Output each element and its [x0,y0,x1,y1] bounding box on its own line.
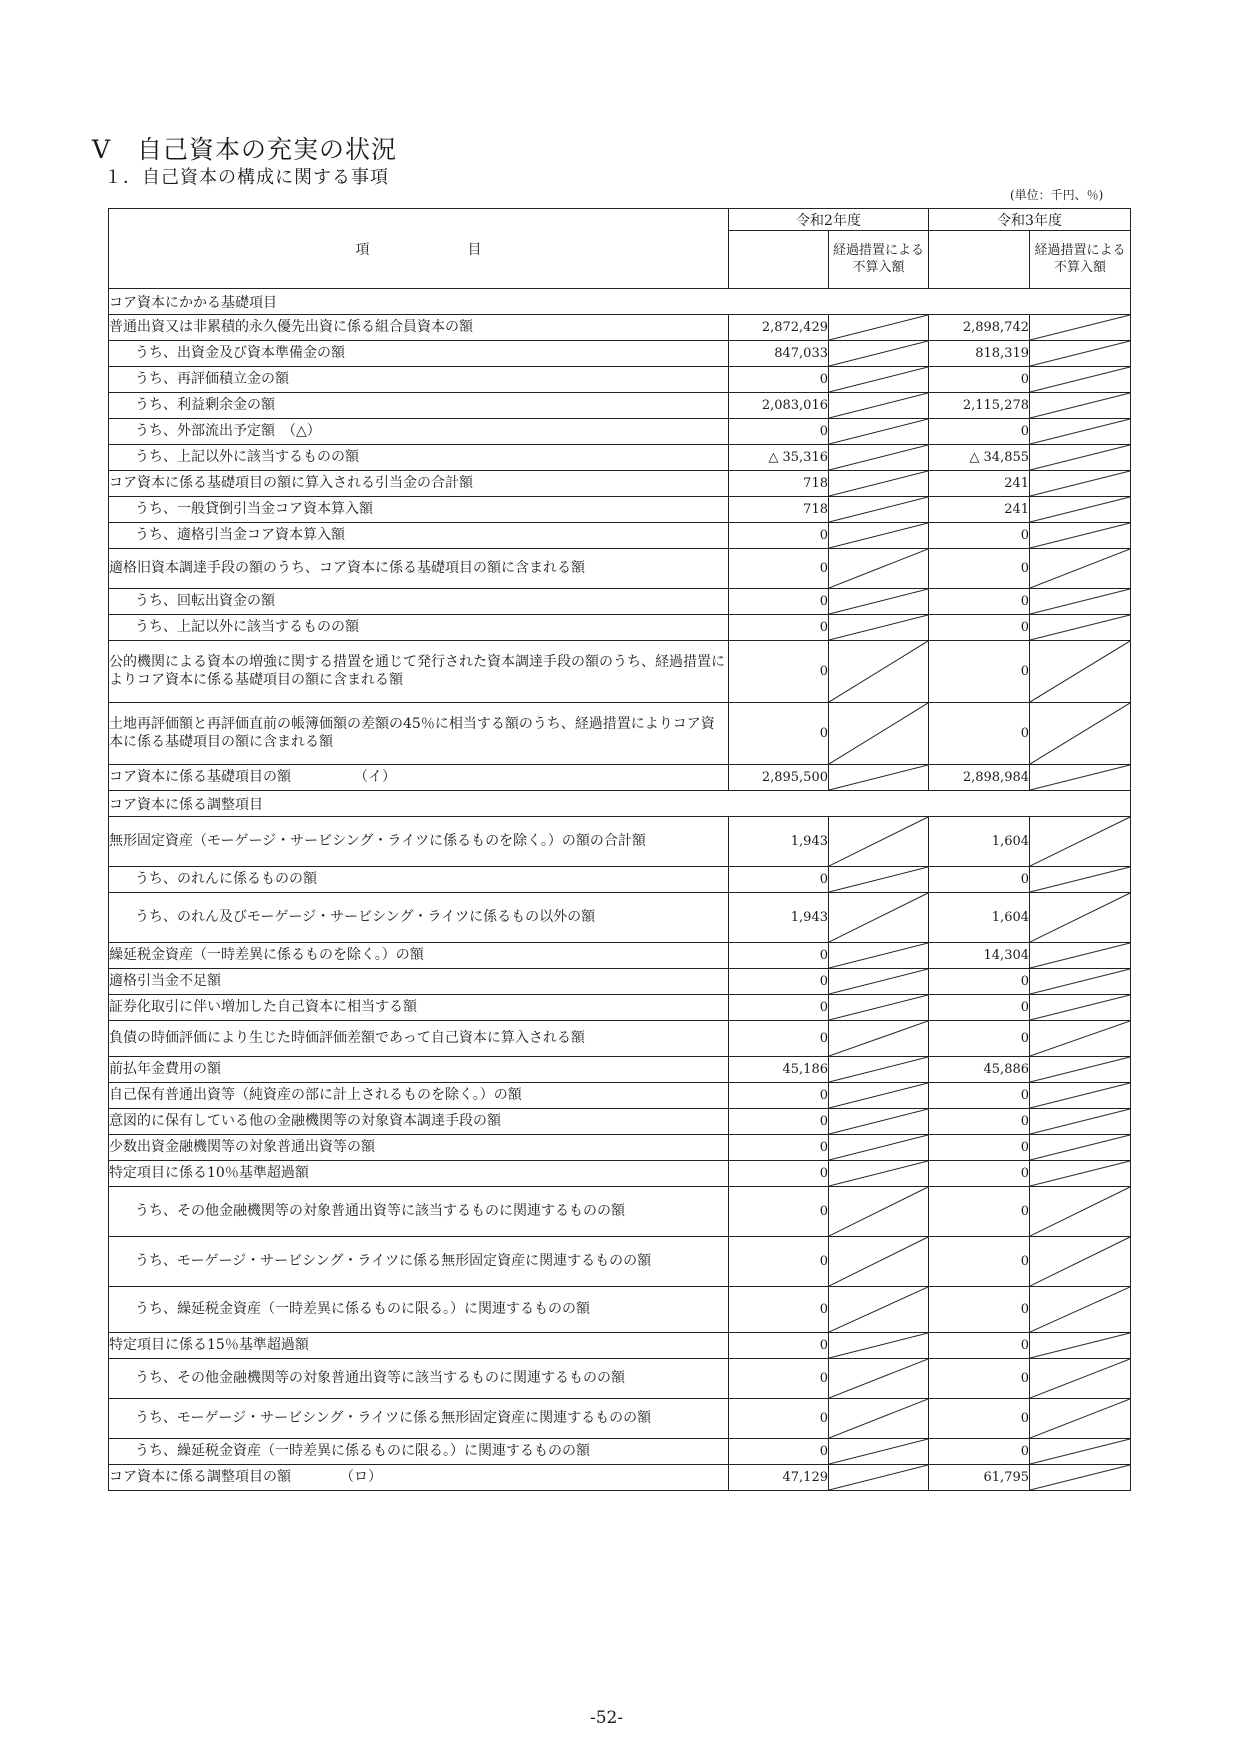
transitional-year2-empty [1030,549,1131,589]
table-row [109,445,1131,471]
value-year1: 1,943 [729,893,829,943]
value-year2: 0 [929,1237,1030,1287]
value-year2: 1,604 [929,893,1030,943]
value-year2: 0 [929,1287,1030,1333]
transitional-year2-empty [1030,1359,1131,1399]
value-year1: 0 [729,1333,829,1359]
table-row [109,367,1131,393]
value-year1: 0 [729,549,829,589]
row-label: 特定項目に係る10％基準超過額 [109,1161,729,1187]
table-row [109,703,1131,765]
transitional-year2-empty [1030,497,1131,523]
value-year1: 0 [729,1359,829,1399]
table-row [109,641,1131,703]
transitional-year1-empty [829,1465,929,1491]
table-row [109,419,1131,445]
value-year1: 847,033 [729,341,829,367]
row-label: うち、上記以外に該当するものの額 [109,615,729,641]
transitional-year1-empty [829,549,929,589]
value-year2: 0 [929,969,1030,995]
transitional-year1-empty [829,589,929,615]
transitional-year2-empty [1030,1057,1131,1083]
value-year2: 14,304 [929,943,1030,969]
transitional-year1-empty [829,943,929,969]
transitional-year2-empty [1030,1021,1131,1057]
value-year1: 0 [729,1109,829,1135]
transitional-year2-empty [1030,969,1131,995]
table-row [109,497,1131,523]
transitional-year2-empty [1030,867,1131,893]
transitional-year1-empty [829,1057,929,1083]
transitional-year1-empty [829,969,929,995]
table-row [109,523,1131,549]
value-year2: 0 [929,523,1030,549]
table-row [109,1109,1131,1135]
row-label: 負債の時価評価により生じた時価評価差額であって自己資本に算入される額 [109,1021,729,1057]
transitional-year1-empty [829,1083,929,1109]
transitional-year2-empty [1030,943,1131,969]
row-label: 無形固定資産（モーゲージ・サービシング・ライツに係るものを除く。）の額の合計額 [109,817,729,867]
value-year1: 0 [729,1287,829,1333]
table-row [109,1057,1131,1083]
transitional-year2-empty [1030,641,1131,703]
transitional-year1-empty [829,315,929,341]
value-year1: 0 [729,1439,829,1465]
header-item: 項 目 [109,209,729,289]
transitional-year1-empty [829,497,929,523]
value-year1: 0 [729,943,829,969]
value-year1: 0 [729,703,829,765]
transitional-year1-empty [829,341,929,367]
value-year1: 0 [729,589,829,615]
transitional-year2-empty [1030,1439,1131,1465]
header-year2: 令和3年度 [929,209,1131,231]
row-label: コア資本に係る調整項目の額 （ロ） [109,1465,729,1491]
row-label: うち、その他金融機関等の対象普通出資等に該当するものに関連するものの額 [109,1359,729,1399]
sub-heading: １．自己資本の構成に関する事項 [104,167,389,188]
value-year2: 0 [929,419,1030,445]
table-row [109,1359,1131,1399]
value-year1: 0 [729,523,829,549]
transitional-year1-empty [829,445,929,471]
value-year2: 0 [929,615,1030,641]
row-label: うち、回転出資金の額 [109,589,729,615]
transitional-year2-empty [1030,1109,1131,1135]
value-year1: 47,129 [729,1465,829,1491]
row-label: うち、その他金融機関等の対象普通出資等に該当するものに関連するものの額 [109,1187,729,1237]
transitional-year2-empty [1030,1333,1131,1359]
table-row [109,1135,1131,1161]
transitional-year1-empty [829,817,929,867]
transitional-year1-empty [829,1135,929,1161]
value-year2: 0 [929,1359,1030,1399]
transitional-year1-empty [829,419,929,445]
row-label: うち、利益剰余金の額 [109,393,729,419]
transitional-year2-empty [1030,1161,1131,1187]
table-row [109,615,1131,641]
header-year2-transitional: 経過措置による不算入額 [1030,231,1131,289]
row-label: うち、繰延税金資産（一時差異に係るものに限る。）に関連するものの額 [109,1287,729,1333]
row-label: コア資本に係る基礎項目の額に算入される引当金の合計額 [109,471,729,497]
transitional-year1-empty [829,893,929,943]
row-label: うち、モーゲージ・サービシング・ライツに係る無形固定資産に関連するものの額 [109,1399,729,1439]
value-year1: 0 [729,1135,829,1161]
transitional-year2-empty [1030,445,1131,471]
header-year1: 令和2年度 [729,209,929,231]
row-label: 意図的に保有している他の金融機関等の対象資本調達手段の額 [109,1109,729,1135]
table-row [109,1465,1131,1491]
value-year2: 0 [929,1109,1030,1135]
row-label: うち、モーゲージ・サービシング・ライツに係る無形固定資産に関連するものの額 [109,1237,729,1287]
value-year1: 0 [729,1399,829,1439]
transitional-year1-empty [829,641,929,703]
transitional-year2-empty [1030,1237,1131,1287]
value-year2: 0 [929,367,1030,393]
transitional-year2-empty [1030,523,1131,549]
transitional-year1-empty [829,1399,929,1439]
row-label: うち、外部流出予定額 （△） [109,419,729,445]
transitional-year2-empty [1030,367,1131,393]
row-label: うち、再評価積立金の額 [109,367,729,393]
value-year2: 0 [929,1135,1030,1161]
value-year2: 0 [929,1083,1030,1109]
table-row [109,969,1131,995]
row-label: 適格引当金不足額 [109,969,729,995]
value-year2: 0 [929,995,1030,1021]
row-label: 普通出資又は非累積的永久優先出資に係る組合員資本の額 [109,315,729,341]
transitional-year2-empty [1030,765,1131,791]
value-year2: 45,886 [929,1057,1030,1083]
row-label: うち、出資金及び資本準備金の額 [109,341,729,367]
table-row [109,1021,1131,1057]
header-year1-transitional: 経過措置による不算入額 [829,231,929,289]
value-year1: 0 [729,1237,829,1287]
table-row [109,1287,1131,1333]
value-year1: 0 [729,615,829,641]
table-row [109,943,1131,969]
value-year1: 718 [729,497,829,523]
transitional-year1-empty [829,1161,929,1187]
table-row [109,589,1131,615]
value-year2: 0 [929,867,1030,893]
transitional-year1-empty [829,1109,929,1135]
row-label: 公的機関による資本の増強に関する措置を通じて発行された資本調達手段の額のうち、経過措置によりコア資本に係る基礎項目の額に含まれる額 [109,641,729,703]
value-year1: 1,943 [729,817,829,867]
value-year2: 1,604 [929,817,1030,867]
value-year1: 0 [729,1161,829,1187]
row-label: 特定項目に係る15％基準超過額 [109,1333,729,1359]
value-year2: 241 [929,471,1030,497]
transitional-year2-empty [1030,1399,1131,1439]
row-label: 繰延税金資産（一時差異に係るものを除く。）の額 [109,943,729,969]
row-label: うち、上記以外に該当するものの額 [109,445,729,471]
transitional-year2-empty [1030,419,1131,445]
value-year2: 0 [929,1439,1030,1465]
transitional-year1-empty [829,867,929,893]
row-label: 自己保有普通出資等（純資産の部に計上されるものを除く。）の額 [109,1083,729,1109]
transitional-year2-empty [1030,1135,1131,1161]
value-year2: 0 [929,1161,1030,1187]
value-year2: 0 [929,589,1030,615]
transitional-year2-empty [1030,703,1131,765]
table-row [109,995,1131,1021]
transitional-year1-empty [829,393,929,419]
transitional-year1-empty [829,765,929,791]
page-number: -52- [590,1708,624,1728]
table-row [109,549,1131,589]
transitional-year1-empty [829,523,929,549]
transitional-year1-empty [829,1021,929,1057]
transitional-year2-empty [1030,315,1131,341]
section-core-base: コア資本にかかる基礎項目 [109,289,1131,315]
row-label: 少数出資金融機関等の対象普通出資等の額 [109,1135,729,1161]
value-year2: 0 [929,549,1030,589]
value-year1: 0 [729,367,829,393]
transitional-year1-empty [829,1187,929,1237]
value-year1: 0 [729,1187,829,1237]
value-year1: 0 [729,1021,829,1057]
transitional-year1-empty [829,1439,929,1465]
transitional-year1-empty [829,703,929,765]
value-year1: 0 [729,419,829,445]
value-year1: 718 [729,471,829,497]
transitional-year2-empty [1030,1465,1131,1491]
transitional-year2-empty [1030,471,1131,497]
header-year2-amount [929,231,1030,289]
transitional-year2-empty [1030,589,1131,615]
value-year2: 2,898,742 [929,315,1030,341]
table-row [109,893,1131,943]
transitional-year2-empty [1030,817,1131,867]
transitional-year2-empty [1030,1287,1131,1333]
table-row [109,1237,1131,1287]
value-year2: 2,898,984 [929,765,1030,791]
value-year2: 2,115,278 [929,393,1030,419]
value-year1: 2,083,016 [729,393,829,419]
transitional-year2-empty [1030,893,1131,943]
transitional-year1-empty [829,1359,929,1399]
table-row [109,393,1131,419]
value-year1: 2,872,429 [729,315,829,341]
transitional-year2-empty [1030,341,1131,367]
row-label: コア資本に係る基礎項目の額 （イ） [109,765,729,791]
transitional-year1-empty [829,471,929,497]
transitional-year1-empty [829,995,929,1021]
value-year1: 0 [729,969,829,995]
row-label: 前払年金費用の額 [109,1057,729,1083]
value-year2: △ 34,855 [929,445,1030,471]
transitional-year1-empty [829,1333,929,1359]
transitional-year2-empty [1030,1187,1131,1237]
value-year2: 0 [929,1021,1030,1057]
row-label: うち、繰延税金資産（一時差異に係るものに限る。）に関連するものの額 [109,1439,729,1465]
row-label: うち、適格引当金コア資本算入額 [109,523,729,549]
table-row [109,867,1131,893]
section-heading: V 自己資本の充実の状況 [92,135,398,164]
value-year2: 0 [929,641,1030,703]
table-row [109,1333,1131,1359]
value-year1: 0 [729,1083,829,1109]
capital-table [108,208,1131,1491]
row-label: 土地再評価額と再評価直前の帳簿価額の差額の45％に相当する額のうち、経過措置によりコア資本に係る基礎項目の額に含まれる額 [109,703,729,765]
row-label: うち、のれんに係るものの額 [109,867,729,893]
transitional-year1-empty [829,367,929,393]
value-year2: 818,319 [929,341,1030,367]
row-label: 証券化取引に伴い増加した自己資本に相当する額 [109,995,729,1021]
value-year2: 0 [929,1333,1030,1359]
row-label: 適格旧資本調達手段の額のうち、コア資本に係る基礎項目の額に含まれる額 [109,549,729,589]
value-year2: 0 [929,1187,1030,1237]
unit-note: (単位：千円、％) [1010,188,1104,202]
value-year2: 241 [929,497,1030,523]
table-row [109,315,1131,341]
section-core-adjust: コア資本に係る調整項目 [109,791,1131,817]
table-row [109,1187,1131,1237]
value-year1: 45,186 [729,1057,829,1083]
table-row [109,341,1131,367]
value-year2: 0 [929,1399,1030,1439]
value-year1: 0 [729,995,829,1021]
value-year1: 0 [729,867,829,893]
value-year2: 0 [929,703,1030,765]
transitional-year1-empty [829,1287,929,1333]
transitional-year2-empty [1030,393,1131,419]
table-row [109,471,1131,497]
table-row [109,1083,1131,1109]
header-year1-amount [729,231,829,289]
row-label: うち、のれん及びモーゲージ・サービシング・ライツに係るもの以外の額 [109,893,729,943]
table-row [109,817,1131,867]
table-row [109,765,1131,791]
transitional-year1-empty [829,615,929,641]
transitional-year1-empty [829,1237,929,1287]
transitional-year2-empty [1030,615,1131,641]
value-year1: 2,895,500 [729,765,829,791]
table-row [109,1161,1131,1187]
value-year1: △ 35,316 [729,445,829,471]
row-label: うち、一般貸倒引当金コア資本算入額 [109,497,729,523]
table-row [109,1439,1131,1465]
transitional-year2-empty [1030,1083,1131,1109]
transitional-year2-empty [1030,995,1131,1021]
value-year1: 0 [729,641,829,703]
table-row [109,1399,1131,1439]
value-year2: 61,795 [929,1465,1030,1491]
